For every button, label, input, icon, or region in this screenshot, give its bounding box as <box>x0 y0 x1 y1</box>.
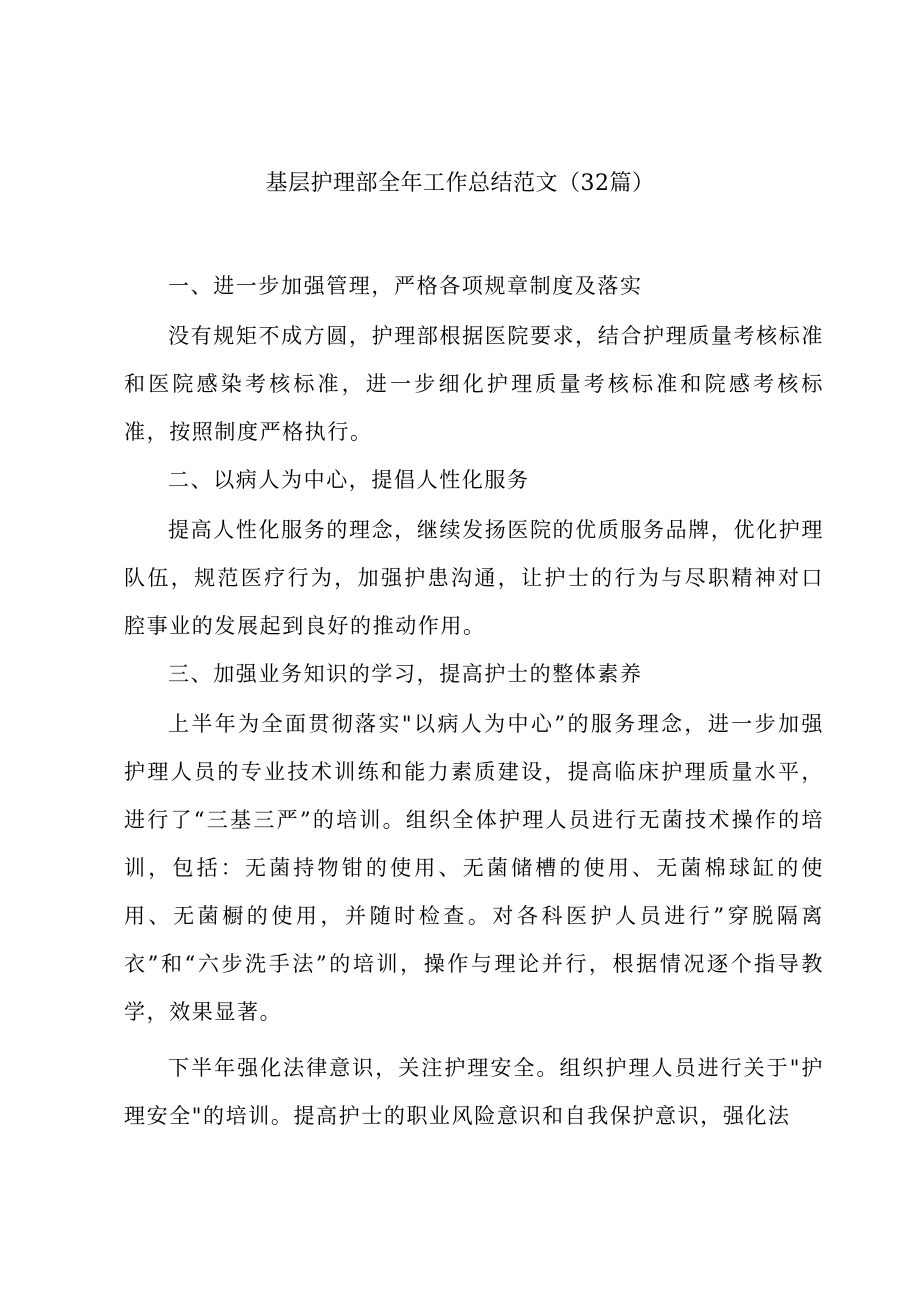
section-heading-3: 三、加强业务知识的学习，提高护士的整体素养 <box>168 662 643 686</box>
paragraph-3: 上半年为全面贯彻落实"以病人为中心”的服务理念，进一步加强护理人员的专业技术训练和能力素质建设，提高临床护理质量水平，进行了“三基三严”的培训。组织全体护理人员进行无菌技术操作的培训，包括：无菌持物钳的使用、无菌储槽的使用、无菌棉球缸的使用、无菌橱的使用，并随时检查。对各科医护人员进行”穿脱隔离衣”和“六步洗手法”的培训，操作与理论并行，根据情况逐个指导教学，效果显著。 <box>124 712 824 1024</box>
document-body <box>124 262 824 1140</box>
document-title: 基层护理部全年工作总结范文（32篇） <box>265 171 655 196</box>
section-heading-2: 二、以病人为中心，提倡人性化服务 <box>168 468 530 492</box>
section-heading-1: 一、进一步加强管理，严格各项规章制度及落实 <box>168 274 643 298</box>
paragraph-4: 下半年强化法律意识，关注护理安全。组织护理人员进行关于"护理安全"的培训。提高护士的职业风险意识和自我保护意识，强化法 <box>124 1056 824 1128</box>
paragraph-1: 没有规矩不成方圆，护理部根据医院要求，结合护理质量考核标准和医院感染考核标准，进一步细化护理质量考核标准和院感考核标准，按照制度严格执行。 <box>124 324 824 444</box>
paragraph-2: 提高人性化服务的理念，继续发扬医院的优质服务品牌，优化护理队伍，规范医疗行为，加强护患沟通，让护士的行为与尽职精神对口腔事业的发展起到良好的推动作用。 <box>124 518 824 638</box>
